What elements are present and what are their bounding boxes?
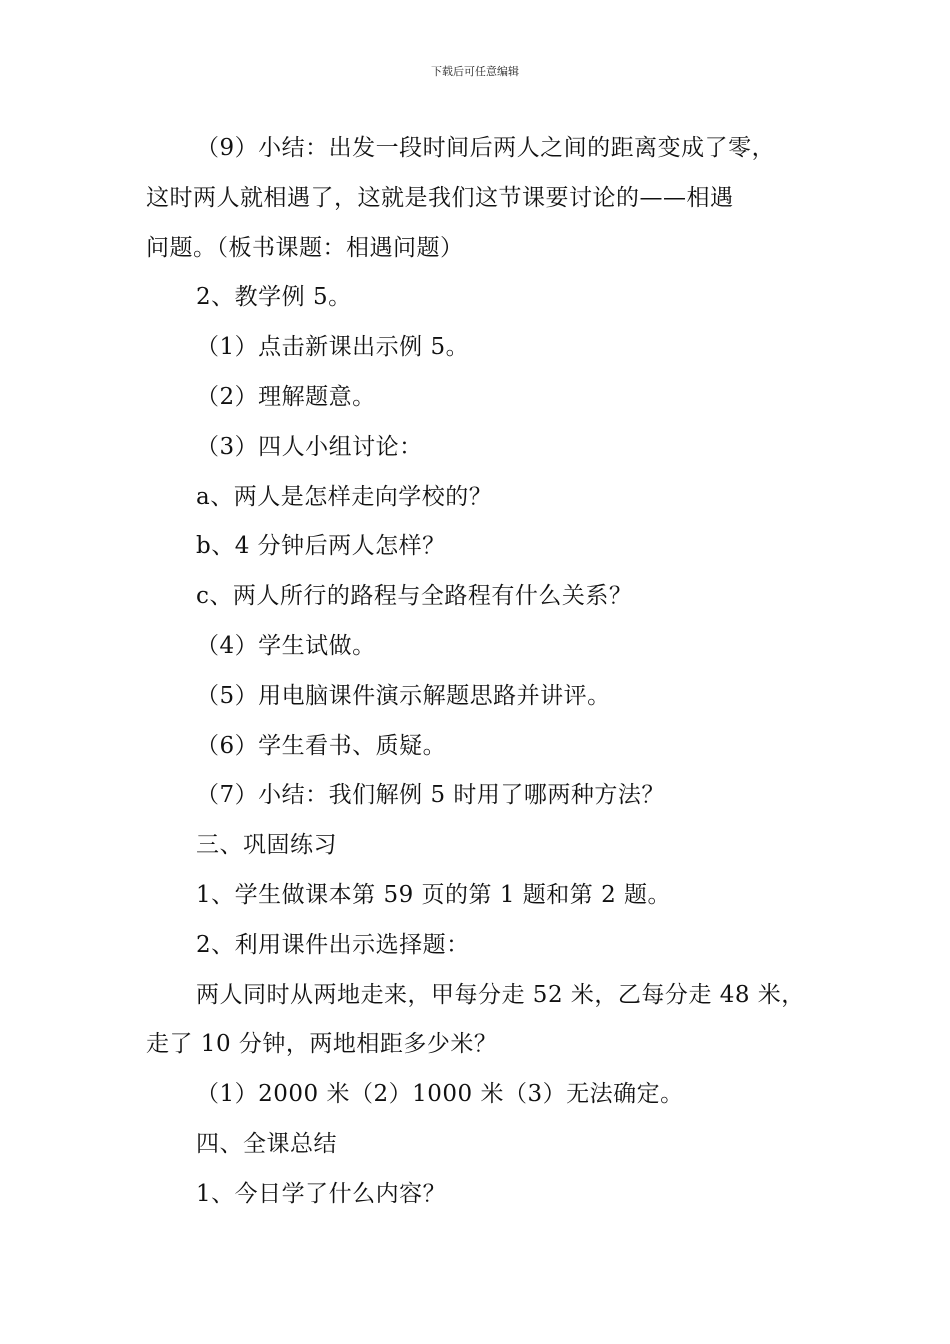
paragraph-line: （2）理解题意。 [196, 383, 376, 410]
document-body [146, 124, 826, 1220]
paragraph-line: b、4 分钟后两人怎样？ [196, 533, 446, 560]
paragraph-line: （4）学生试做。 [196, 632, 376, 659]
paragraph-line: a、两人是怎样走向学校的？ [196, 483, 493, 510]
paragraph-line: （5）用电脑课件演示解题思路并讲评。 [196, 682, 611, 709]
section-heading: 四、全课总结 [196, 1130, 337, 1157]
paragraph-line: 1、学生做课本第 59 页的第 1 题和第 2 题。 [196, 881, 672, 908]
paragraph-line: （3）四人小组讨论： [196, 433, 423, 460]
paragraph-line: 1、今日学了什么内容？ [196, 1180, 447, 1207]
paragraph-line: （1）点击新课出示例 5。 [196, 334, 470, 361]
paragraph-line: （7）小结：我们解例 5 时用了哪两种方法？ [196, 782, 665, 809]
paragraph-line: （9）小结：出发一段时间后两人之间的距离变成了零， [196, 135, 776, 161]
paragraph-line: 两人同时从两地走来，甲每分走 52 米，乙每分走 48 米， [196, 981, 805, 1008]
section-heading: 三、巩固练习 [196, 832, 337, 859]
paragraph-line: 走了 10 分钟，两地相距多少米？ [146, 1031, 498, 1058]
paragraph-line: 2、利用课件出示选择题： [196, 931, 470, 958]
paragraph-line: （6）学生看书、质疑。 [196, 732, 447, 759]
paragraph-line: （1）2000 米（2）1000 米（3）无法确定。 [196, 1081, 684, 1108]
paragraph-line: c、两人所行的路程与全路程有什么关系？ [196, 583, 633, 610]
paragraph-line: 问题。（板书课题：相遇问题） [146, 234, 464, 261]
paragraph-line: 2、教学例 5。 [196, 284, 352, 311]
page-header: 下载后可任意编辑 [431, 65, 519, 78]
paragraph-line: 这时两人就相遇了，这就是我们这节课要讨论的——相遇 [146, 184, 734, 211]
